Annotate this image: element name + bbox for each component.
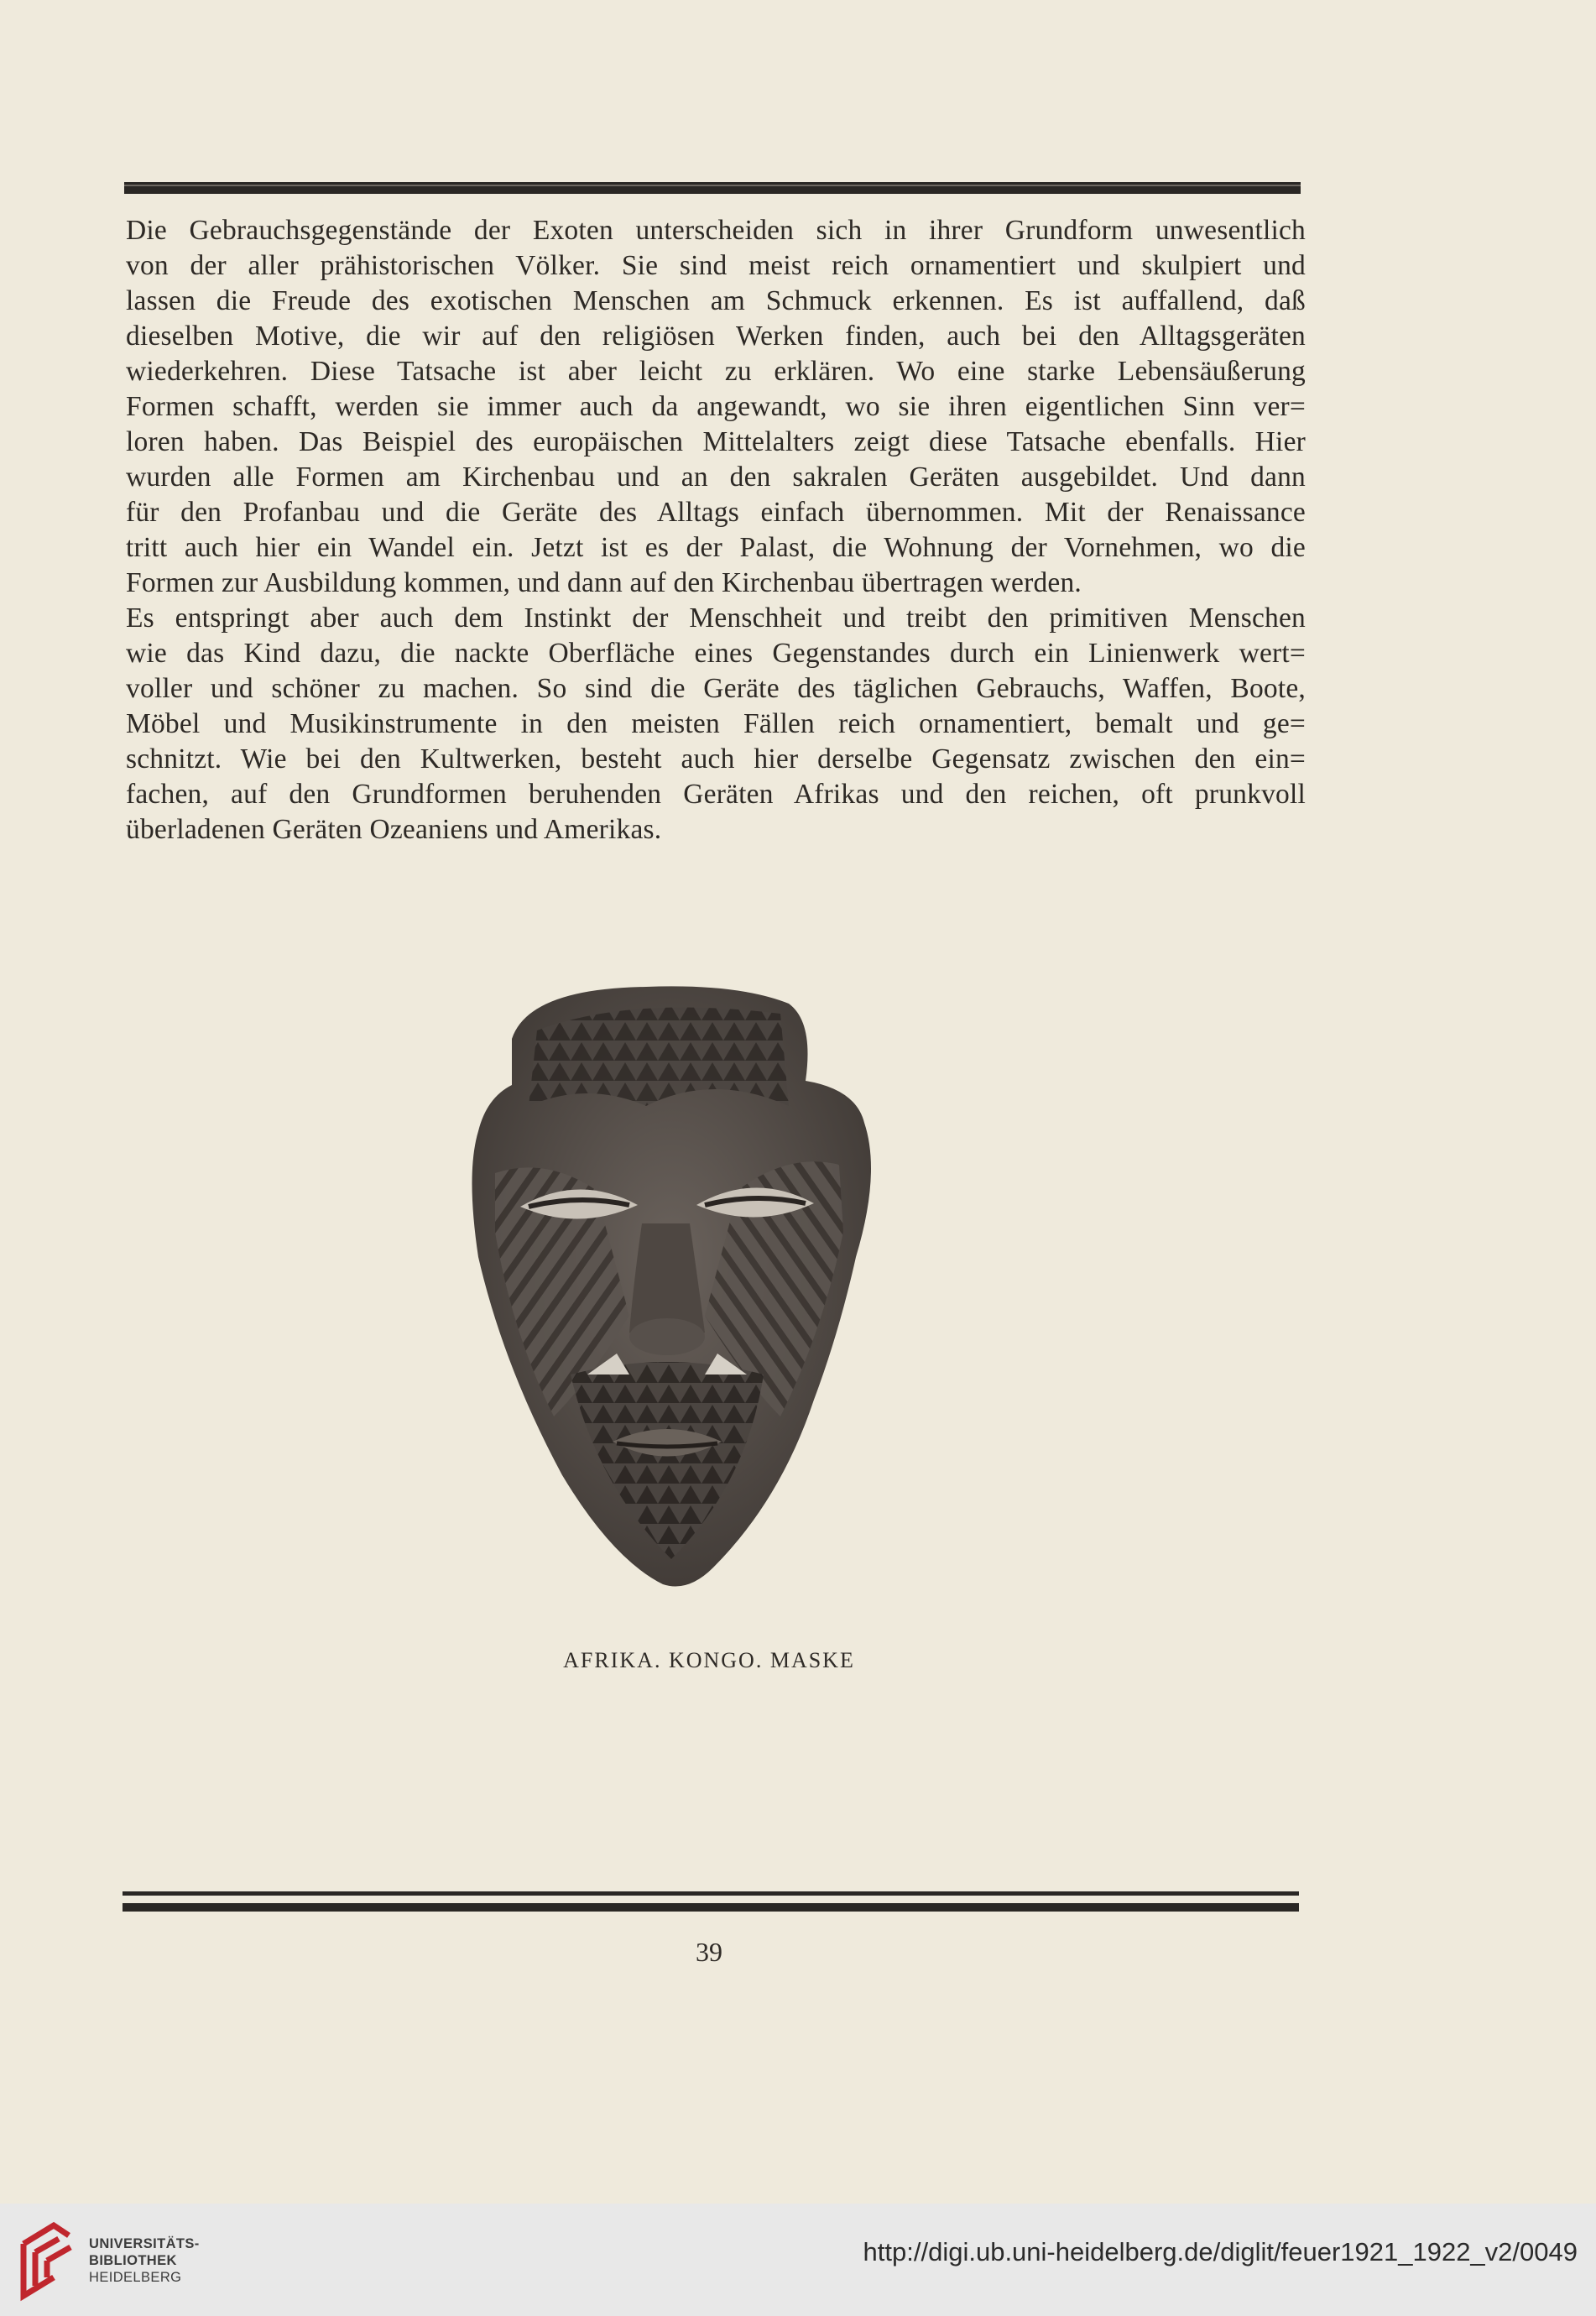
bottom-rule-thin [123,1891,1299,1896]
text-line: Formen zur Ausbildung kommen, und dann auf den Kirchenbau übertragen werden. [126,567,1082,598]
text-line: tritt auch hier ein Wandel ein. Jetzt ist es der Palast, die Wohnung der Vornehmen, wo die [126,532,1306,563]
text-line: wiederkehren. Diese Tatsache ist aber leicht zu erklären. Wo eine starke Lebensäußerung [126,356,1306,387]
top-rule [124,182,1301,194]
text-line: dieselben Motive, die wir auf den religiösen Werken finden, auch bei den Alltagsgeräten [126,321,1306,352]
library-name-line: HEIDELBERG [89,2270,182,2285]
library-name-line: BIBLIOTHEK [89,2253,177,2268]
bottom-rule [123,1891,1299,1913]
text-line: überladenen Geräten Ozeaniens und Amerikas. [126,814,662,845]
text-line: Formen schafft, werden sie immer auch da angewandt, wo sie ihren eigentlichen Sinn ver= [126,391,1306,422]
text-line: für den Profanbau und die Geräte des Alltags einfach übernommen. Mit der Renaissance [126,497,1306,528]
text-line: Die Gebrauchsgegenstände der Exoten unterscheiden sich in ihrer Grundform unwesentlich [126,215,1306,246]
footer-bar [0,2204,1596,2316]
text-line: loren haben. Das Beispiel des europäischen Mittelalters zeigt diese Tatsache ebenfalls. Hier [126,426,1306,457]
bottom-rule-thick [123,1903,1299,1912]
library-name-line: UNIVERSITÄTS- [89,2236,200,2251]
text-line: Möbel und Musikinstrumente in den meisten Fällen reich ornamentiert, bemalt und ge= [126,708,1306,739]
library-name [89,2235,200,2286]
text-line: wurden alle Formen am Kirchenbau und an den sakralen Geräten ausgebildet. Und dann [126,462,1306,493]
source-url[interactable]: http://digi.ub.uni-heidelberg.de/diglit/feuer1921_1922_v2/0049 [863,2237,1578,2266]
figure-caption: AFRIKA. KONGO. MASKE [563,1648,855,1672]
text-line: fachen, auf den Grundformen beruhenden Geräten Afrikas und den reichen, oft prunkvoll [126,779,1306,810]
text-line: Es entspringt aber auch dem Instinkt der Menschheit und treibt den primitiven Menschen [126,602,1306,634]
text-line: lassen die Freude des exotischen Menschen am Schmuck erkennen. Es ist auffallend, daß [126,285,1306,316]
library-logo-icon [15,2219,79,2306]
mask-photograph [462,980,957,1618]
text-line: schnitzt. Wie bei den Kultwerken, besteht auch hier derselbe Gegensatz zwischen den ein= [126,743,1306,775]
body-text [126,213,1306,848]
page-number: 39 [696,1937,722,1967]
text-line: wie das Kind dazu, die nackte Oberfläche eines Gegenstandes durch ein Linienwerk wert= [126,638,1306,669]
text-line: von der aller prähistorischen Völker. Sie sind meist reich ornamentiert und skulpiert und [126,250,1306,281]
text-line: voller und schöner zu machen. So sind die Geräte des täglichen Gebrauchs, Waffen, Boote, [126,673,1306,704]
